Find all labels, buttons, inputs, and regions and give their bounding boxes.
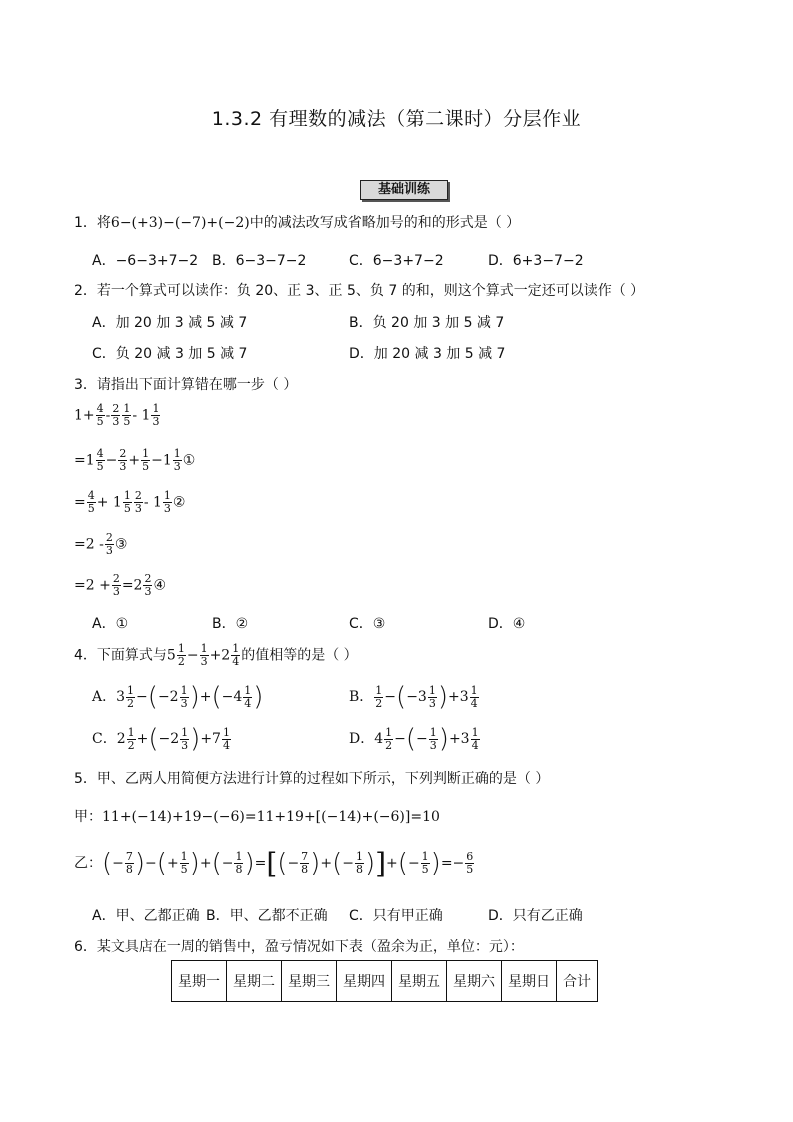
fraction: $\frac{1}{3}$	[200, 642, 208, 668]
q3-option-b: B．②	[212, 616, 249, 632]
q4-option-a: A．3 $\frac{1}{2}$ −(−2 $\frac{1}{3}$ )+(−4 $\frac{1}{4}$ )	[92, 682, 264, 712]
q1-option-d: D．6+3−7−2	[488, 253, 584, 269]
step-marker-3: ③	[114, 536, 128, 553]
fraction: $\frac{1}{5}$	[142, 447, 150, 473]
q3-step2-lead: =	[74, 494, 86, 511]
fraction: $\frac{1}{2}$	[177, 642, 185, 668]
section-label: 基础训练	[360, 180, 448, 200]
q5-yi-line: 乙：(− $\frac{7}{8}$ )−(+ $\frac{1}{5}$ )+(− $\frac{1}{8}$ )=[(− $\frac{7}{8}$ )+(− $\frac{1}{8}$ )]+(− $\frac{1}{5}$ )=− $\frac{6}{5}$	[74, 847, 474, 880]
fraction: $\frac{1}{5}$	[123, 489, 131, 515]
question-3-stem: 3．请指出下面计算错在哪一步（ ）	[74, 377, 298, 393]
q5-option-c: C．只有甲正确	[349, 908, 443, 924]
q4-stem-suffix: 的值相等的是（ ）	[241, 647, 358, 664]
question-6-stem: 6．某文具店在一周的销售中，盈亏情况如下表（盈余为正，单位：元）：	[74, 939, 524, 955]
step-marker-1: ①	[182, 452, 196, 469]
q2-option-b: B．负 20 加 3 加 5 减 7	[349, 315, 505, 331]
q3-step0-tail: - 1	[132, 407, 151, 424]
fraction: $\frac{1}{3}$	[152, 402, 160, 428]
q3-option-d: D．④	[488, 616, 526, 632]
step-marker-4: ④	[153, 577, 167, 594]
question-1-stem	[74, 212, 520, 232]
fraction: $\frac{2}{3}$	[134, 489, 142, 515]
fraction: $\frac{1}{4}$	[232, 642, 240, 668]
q3-step1-op2: +	[128, 452, 141, 469]
option-label: A．	[92, 689, 117, 705]
table-header-row	[172, 961, 598, 1002]
q4-stem-prefix: 4．下面算式与	[74, 647, 167, 664]
q1-option-c: C．6−3+7−2	[349, 253, 444, 269]
q5-jia-label: 甲：	[74, 809, 102, 825]
table-header-cell: 星期六	[447, 961, 502, 1002]
fraction: $\frac{4}{5}$	[96, 447, 104, 473]
q3-step-3	[74, 532, 127, 557]
q3-step4-result: =2	[121, 577, 143, 594]
q2-option-a: A．加 20 加 3 减 5 减 7	[92, 315, 248, 331]
q1-stem-suffix: 中的减法改写成省略加号的和的形式是（ ）	[249, 215, 521, 231]
weekly-profit-table	[171, 960, 598, 1002]
q3-step3-lead: =2 -	[74, 536, 104, 553]
q3-step-2	[74, 490, 185, 515]
table-header-cell: 星期四	[337, 961, 392, 1002]
table-header-cell: 星期二	[227, 961, 282, 1002]
option-label: D．	[349, 731, 375, 747]
q4-option-b: B． $\frac{1}{2}$ −(−3 $\frac{1}{3}$ )+3 $\frac{1}{4}$	[349, 682, 478, 712]
q1-option-a: A．−6−3+7−2	[92, 253, 199, 269]
q3-step2-op1: + 1	[96, 494, 122, 511]
fraction: $\frac{1}{5}$	[123, 402, 131, 428]
fraction: $\frac{2}{3}$	[144, 572, 152, 598]
question-5-stem: 5．甲、乙两人用简便方法进行计算的过程如下所示，下列判断正确的是（ ）	[74, 771, 550, 787]
q4-option-c: C．2 $\frac{1}{2}$ +(−2 $\frac{1}{3}$ )+7 $\frac{1}{4}$	[92, 724, 230, 754]
q5-jia-line	[74, 806, 440, 826]
q3-step2-op2: - 1	[143, 494, 162, 511]
q2-option-c: C．负 20 减 3 加 5 减 7	[92, 346, 248, 362]
q1-expression: 6−(+3)−(−7)+(−2)	[110, 215, 250, 231]
q3-step-4	[74, 573, 166, 598]
fraction: $\frac{1}{3}$	[173, 447, 181, 473]
table-header-cell: 星期五	[392, 961, 447, 1002]
q3-step1-lead: =1	[74, 452, 95, 469]
fraction: $\frac{4}{5}$	[87, 489, 95, 515]
table-header-cell: 星期三	[282, 961, 337, 1002]
q3-step1-op3: −1	[151, 452, 172, 469]
q5-option-b: B．甲、乙都不正确	[206, 908, 328, 924]
step-marker-2: ②	[172, 494, 186, 511]
document-title: 1.3.2 有理数的减法（第二课时）分层作业	[211, 108, 582, 130]
q1-stem-prefix: 1．将	[74, 215, 111, 231]
fraction: $\frac{1}{3}$	[163, 489, 171, 515]
question-4-stem: 4．下面算式与5 $\frac{1}{2}$ − $\frac{1}{3}$ +2 $\frac{1}{4}$ 的值相等的是（ ）	[74, 642, 358, 668]
q3-option-a: A．①	[92, 616, 129, 632]
q3-step-1	[74, 448, 195, 473]
fraction: $\frac{2}{3}$	[112, 572, 120, 598]
q3-step4-lead: =2 +	[74, 577, 111, 594]
option-label: B．	[349, 689, 374, 705]
q4-option-d: D．4 $\frac{1}{2}$ −(− $\frac{1}{3}$ )+3 $\frac{1}{4}$	[349, 724, 479, 754]
fraction: $\frac{4}{5}$	[96, 402, 104, 428]
q3-step-0	[74, 403, 161, 428]
q5-jia-expression: 11+(−14)+19−(−6)=11+19+[(−14)+(−6)]=10	[102, 809, 440, 825]
q3-option-c: C．③	[349, 616, 386, 632]
fraction: $\frac{2}{3}$	[119, 447, 127, 473]
question-2-stem: 2．若一个算式可以读作：负 20、正 3、正 5、负 7 的和，则这个算式一定还可以读作（ ）	[74, 283, 645, 299]
q5-option-d: D．只有乙正确	[488, 908, 583, 924]
q5-yi-label: 乙：	[74, 855, 102, 872]
fraction: $\frac{2}{3}$	[112, 402, 120, 428]
q3-step1-op1: −	[105, 452, 118, 469]
option-label: C．	[92, 731, 117, 747]
table-header-cell: 星期日	[502, 961, 557, 1002]
q2-option-d: D．加 20 减 3 加 5 减 7	[349, 346, 506, 362]
fraction: $\frac{2}{3}$	[105, 531, 113, 557]
q5-option-a: A．甲、乙都正确	[92, 908, 200, 924]
q1-option-b: B．6−3−7−2	[212, 253, 307, 269]
table-header-cell: 合计	[557, 961, 598, 1002]
q3-step0-op: -	[105, 407, 111, 424]
table-header-cell: 星期一	[172, 961, 227, 1002]
q3-step0-text: 1+	[74, 407, 95, 424]
